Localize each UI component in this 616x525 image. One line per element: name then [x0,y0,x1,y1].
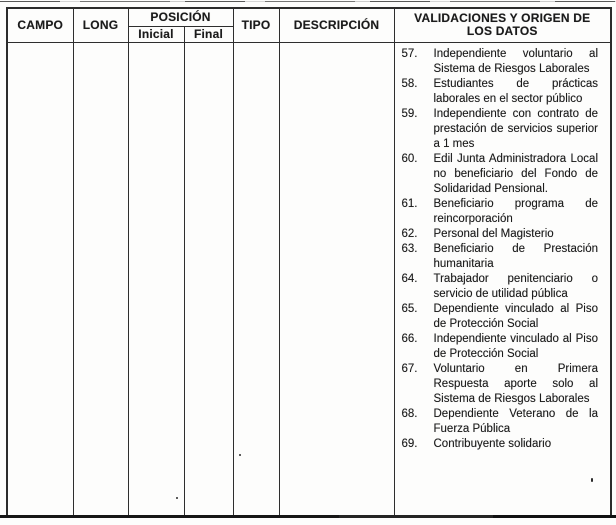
validaciones-item [395,272,611,302]
item-text: Edil Junta Administradora Local no beneficiario del Fondo de Solidaridad Pensional. [433,152,598,195]
item-number: 65. [401,302,418,315]
item-text: Beneficiario programa de reincorporación [433,197,598,225]
item-text: Independiente vinculado al Piso de Protección Social [433,332,598,360]
header-validaciones-text: VALIDACIONES Y ORIGEN DE LOS DATOS [414,11,591,39]
item-number: 68. [401,407,418,420]
validaciones-item [395,107,611,152]
validaciones-item [395,302,611,332]
field-definition-table [6,7,612,517]
scan-speck [239,454,241,456]
validaciones-list [395,43,611,452]
item-text: Independiente con contrato de prestación de servicios superior a 1 mes [433,107,598,150]
cell-long [73,42,128,516]
item-number: 61. [401,197,418,210]
validaciones-item [395,152,611,197]
header-campo: CAMPO [7,8,73,42]
item-number: 67. [401,362,418,375]
item-number: 60. [401,152,418,165]
item-text: Voluntario en Primera Respuesta aporte solo al Sistema de Riesgos Laborales [433,362,598,405]
header-tipo: TIPO [233,8,279,42]
item-number: 63. [401,242,418,255]
validaciones-item [395,197,611,227]
cell-final [184,42,233,516]
header-posicion: POSICIÓN [128,8,233,26]
item-text: Independiente voluntario al Sistema de Riesgos Laborales [433,47,598,75]
item-text: Dependiente Veterano de la Fuerza Pública [433,407,598,435]
scan-speck [591,478,593,482]
cell-tipo [233,42,279,516]
header-descripcion: DESCRIPCIÓN [279,8,394,42]
validaciones-item [395,47,611,77]
item-text: Personal del Magisterio [433,227,554,240]
cell-validaciones [394,42,611,516]
item-number: 66. [401,332,418,345]
item-number: 58. [401,77,418,90]
cell-campo [7,42,73,516]
header-inicial: Inicial [128,26,184,42]
item-number: 59. [401,107,418,120]
validaciones-item [395,77,611,107]
item-text: Estudiantes de prácticas laborales en el sector público [433,77,598,105]
validaciones-item [395,362,611,407]
validaciones-item [395,227,611,242]
cell-inicial [128,42,184,516]
item-text: Dependiente vinculado al Piso de Protección Social [433,302,598,330]
validaciones-item [395,407,611,437]
scan-speck [176,497,178,499]
header-long: LONG [73,8,128,42]
item-number: 69. [401,437,418,450]
bottom-rule [0,515,616,518]
header-final: Final [184,26,233,42]
item-number: 62. [401,227,418,240]
item-text: Beneficiario de Prestación humanitaria [433,242,598,270]
validaciones-item [395,437,611,452]
validaciones-item [395,332,611,362]
table-row [7,42,611,516]
item-text: Contribuyente solidario [433,437,552,450]
cell-descripcion [279,42,394,516]
scan-artifact-line [0,1,616,2]
item-number: 64. [401,272,418,285]
table-header [7,8,611,42]
table-body [7,42,611,516]
validaciones-item [395,242,611,272]
header-validaciones [394,8,611,42]
item-number: 57. [401,47,418,60]
item-text: Trabajador penitenciario o servicio de utilidad pública [433,272,598,300]
